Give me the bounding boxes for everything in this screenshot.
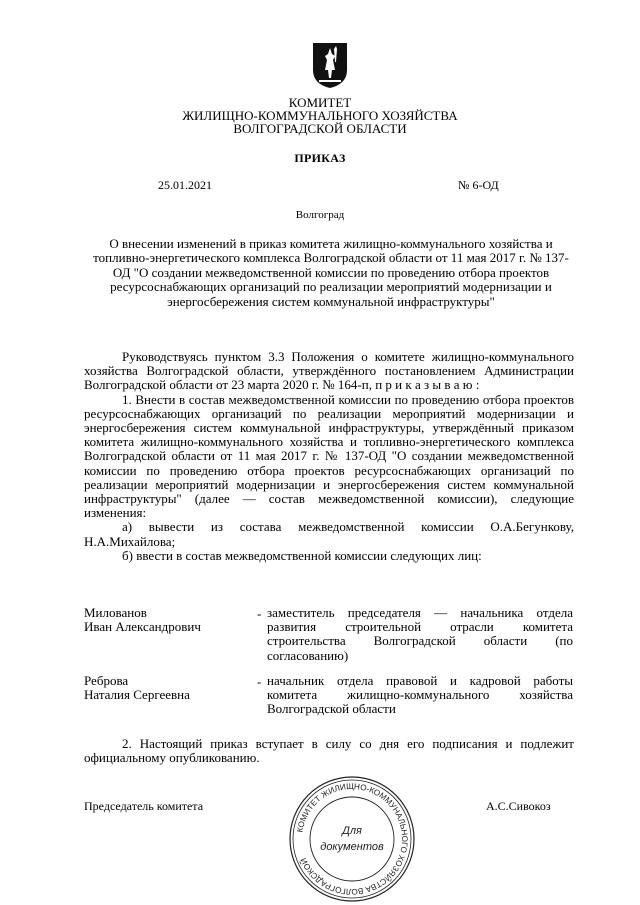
document-subject: О внесении изменений в приказ комитета жилищно-коммунального хозяйства и топливно-энергетического комплекса Волгоградской области от 11 мая 2017 г. № 137-ОД "О создании межведомственной комиссии по проведению отбора проектов ресурсоснабжающих организаций по реализации мероприятий модернизации и энергосбережения систем коммунальной инфраструктуры"	[93, 236, 569, 309]
member-2-name	[84, 674, 244, 702]
stamp-center-line-2: документов	[320, 841, 384, 853]
paragraph-1: Руководствуясь пунктом 3.3 Положения о комитете жилищно-коммунального хозяйства Волгоградской области, утверждённого постановлением Администрации Волгоградской области от 23 марта 2020 г. № 164-п, п р и к а з ы в а ю :	[84, 349, 574, 393]
member-2-surname: Реброва	[84, 673, 129, 688]
stamp-ring-text: КОМИТЕТ ЖИЛИЩНО-КОММУНАЛЬНОГО ХОЗЯЙСТВА ВОЛГОГРАДСКОЙ	[295, 781, 410, 897]
clause-2-text: 2. Настоящий приказ вступает в силу со дня его подписания и подлежит официальному опубликованию.	[84, 736, 574, 766]
member-1-dash: -	[257, 606, 262, 621]
paragraph-2: 1. Внести в состав межведомственной комиссии по проведению отбора проектов ресурсоснабжающих организаций по реализации мероприятий модернизации и энергосбережения систем коммунальной инфраструктуры, утверждённый приказом комитета жилищно-коммунального хозяйства и топливно-энергетического комплекса Волгоградской области от 11 мая 2017 г. № 137-ОД "О создании межведомственной комиссии по проведению отбора проектов ресурсоснабжающих организаций по реализации мероприятий модернизации и энергосбережения систем коммунальной инфраструктуры" (далее — состав межведомственной комиссии), следующие изменения:	[84, 391, 574, 521]
member-1-surname: Милованов	[84, 605, 147, 620]
signatory-name: А.С.Сивокоз	[486, 799, 551, 813]
member-2-given-name: Наталия Сергеевна	[84, 687, 190, 703]
member-1-position: заместитель председателя — начальника отдела развития строительной отрасли комитета строительства Волгоградской области (по согласованию)	[267, 605, 573, 663]
document-type: ПРИКАЗ	[294, 151, 346, 165]
clause-2	[84, 737, 574, 765]
document-date: 25.01.2021	[158, 178, 212, 192]
header-line-3: ВОЛГОГРАДСКОЙ ОБЛАСТИ	[233, 121, 407, 136]
header-line-1: КОМИТЕТ	[288, 95, 352, 110]
member-2-position: начальник отдела правовой и кадровой работы комитета жилищно-коммунального хозяйства Волгоградской области	[267, 673, 573, 717]
coat-of-arms-emblem	[305, 40, 355, 90]
stamp-center-line-1: Для	[342, 825, 362, 837]
document-city: Волгоград	[295, 209, 345, 221]
member-1-given-name: Иван Александрович	[84, 619, 201, 635]
paragraph-4: б) ввести в состав межведомственной комиссии следующих лиц:	[122, 547, 482, 563]
official-stamp	[287, 774, 417, 904]
signatory-position: Председатель комитета	[84, 799, 204, 813]
body-text	[84, 350, 574, 563]
member-1-name	[84, 606, 244, 634]
header-line-2: ЖИЛИЩНО-КОММУНАЛЬНОГО ХОЗЯЙСТВА	[182, 108, 458, 123]
paragraph-3: а) вывести из состава межведомственной комиссии О.А.Бегункову, Н.А.Михайлова;	[84, 519, 574, 549]
document-number: № 6-ОД	[458, 178, 499, 192]
member-2-dash: -	[257, 674, 262, 689]
